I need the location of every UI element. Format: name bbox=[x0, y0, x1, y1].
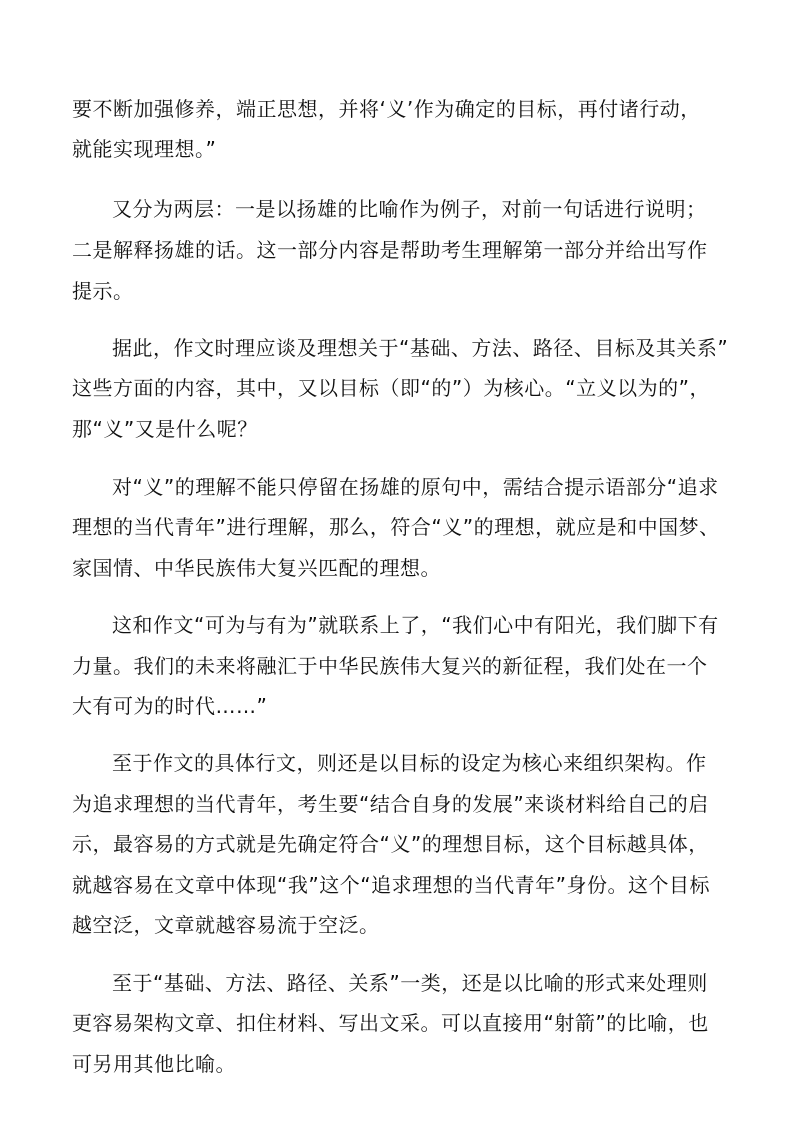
text-line: 就越容易在文章中体现“我”这个“追求理想的当代青年”身份。这个目标 bbox=[72, 873, 710, 897]
text-line: 力量。我们的未来将融汇于中华民族伟大复兴的新征程，我们处在一个 bbox=[72, 654, 708, 678]
text-line: 对“义”的理解不能只停留在扬雄的原句中，需结合提示语部分“追求 bbox=[112, 475, 719, 499]
text-line: 就能实现理想。” bbox=[72, 137, 217, 161]
text-line: 这些方面的内容，其中，又以目标（即“的”）为核心。“立义以为的”， bbox=[72, 376, 710, 400]
text-line: 至于作文的具体行文，则还是以目标的设定为核心来组织架构。作 bbox=[112, 751, 707, 775]
text-line: 至于“基础、方法、路径、关系”一类，还是以比喻的形式来处理则 bbox=[112, 971, 708, 995]
text-line: 又分为两层：一是以扬雄的比喻作为例子，对前一句话进行说明； bbox=[112, 197, 707, 221]
text-line: 据此，作文时理应谈及理想关于“基础、方法、路径、目标及其关系” bbox=[112, 336, 729, 360]
text-line: 大有可为的时代……” bbox=[72, 694, 268, 718]
text-line: 理想的当代青年”进行理解，那么，符合“义”的理想，就应是和中国梦、 bbox=[72, 515, 720, 539]
text-line: 那“义”又是什么呢？ bbox=[72, 417, 258, 441]
text-line: 要不断加强修养，端正思想，并将‘义’作为确定的目标，再付诸行动， bbox=[72, 97, 701, 121]
text-line: 示，最容易的方式就是先确定符合“义”的理想目标，这个目标越具体， bbox=[72, 832, 709, 856]
text-line: 二是解释扬雄的话。这一部分内容是帮助考生理解第一部分并给出写作 bbox=[72, 238, 708, 262]
text-line: 提示。 bbox=[72, 279, 134, 303]
text-line: 为追求理想的当代青年，考生要“结合自身的发展”来谈材料给自己的启 bbox=[72, 792, 709, 816]
text-line: 这和作文“可为与有为”就联系上了，“我们心中有阳光，我们脚下有 bbox=[112, 613, 719, 637]
text-line: 可另用其他比喻。 bbox=[72, 1052, 236, 1076]
text-line: 更容易架构文章、扣住材料、写出文采。可以直接用“射箭”的比喻，也 bbox=[72, 1011, 709, 1035]
text-line: 家国情、中华民族伟大复兴匹配的理想。 bbox=[72, 556, 441, 580]
text-line: 越空泛，文章就越容易流于空泛。 bbox=[72, 913, 380, 937]
